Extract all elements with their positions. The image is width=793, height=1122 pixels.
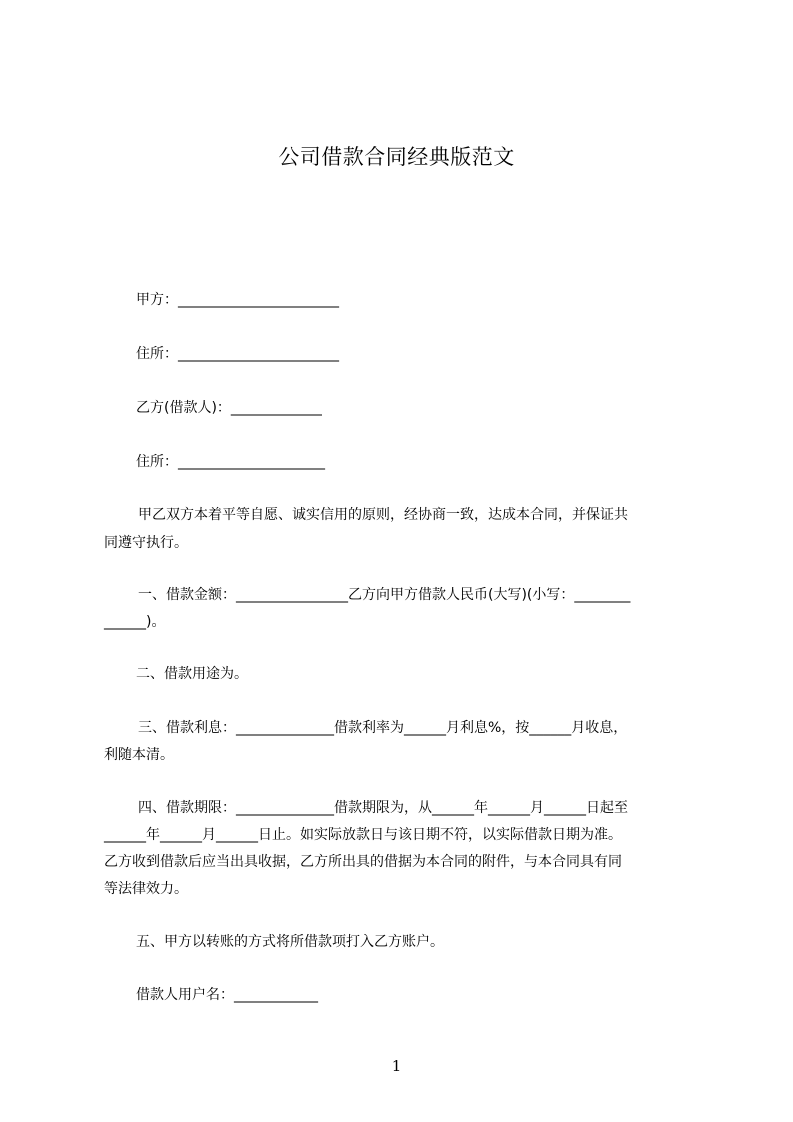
party-a-address-line: 住所：_______________________: [136, 346, 339, 362]
loan-term-line-4: 等法律效力。: [104, 881, 188, 897]
borrower-account-name-line: 借款人用户名：____________: [136, 987, 318, 1003]
document-title: 公司借款合同经典版范文: [278, 145, 515, 169]
loan-interest-line-2: 利随本清。: [104, 747, 174, 763]
loan-amount-line-1: 一、借款金额：________________乙方向甲方借款人民币(大写)(小写：________: [138, 587, 631, 603]
loan-purpose-line: 二、借款用途为。: [136, 666, 248, 682]
preamble-line-1: 甲乙双方本着平等自愿、诚实信用的原则，经协商一致，达成本合同，并保证共: [138, 507, 628, 523]
party-a-line: 甲方：_______________________: [136, 292, 339, 308]
party-b-line: 乙方(借款人)：_____________: [136, 400, 322, 416]
loan-term-line-1: 四、借款期限：______________借款期限为，从______年______月______日起至: [138, 800, 628, 816]
loan-interest-line-1: 三、借款利息：______________借款利率为______月利息%，按______月收息，: [138, 720, 628, 736]
page-number: 1: [391, 1057, 402, 1075]
loan-term-line-2: ______年______月______日止。如实际放款日与该日期不符，以实际借款日期为准。: [104, 827, 622, 843]
loan-amount-line-2: ______)。: [104, 614, 166, 630]
preamble-line-2: 同遵守执行。: [104, 535, 188, 551]
party-b-address-line: 住所：_____________________: [136, 454, 325, 470]
loan-term-line-3: 乙方收到借款后应当出具收据，乙方所出具的借据为本合同的附件，与本合同具有同: [104, 854, 622, 870]
transfer-clause-line: 五、甲方以转账的方式将所借款项打入乙方账户。: [136, 934, 444, 950]
